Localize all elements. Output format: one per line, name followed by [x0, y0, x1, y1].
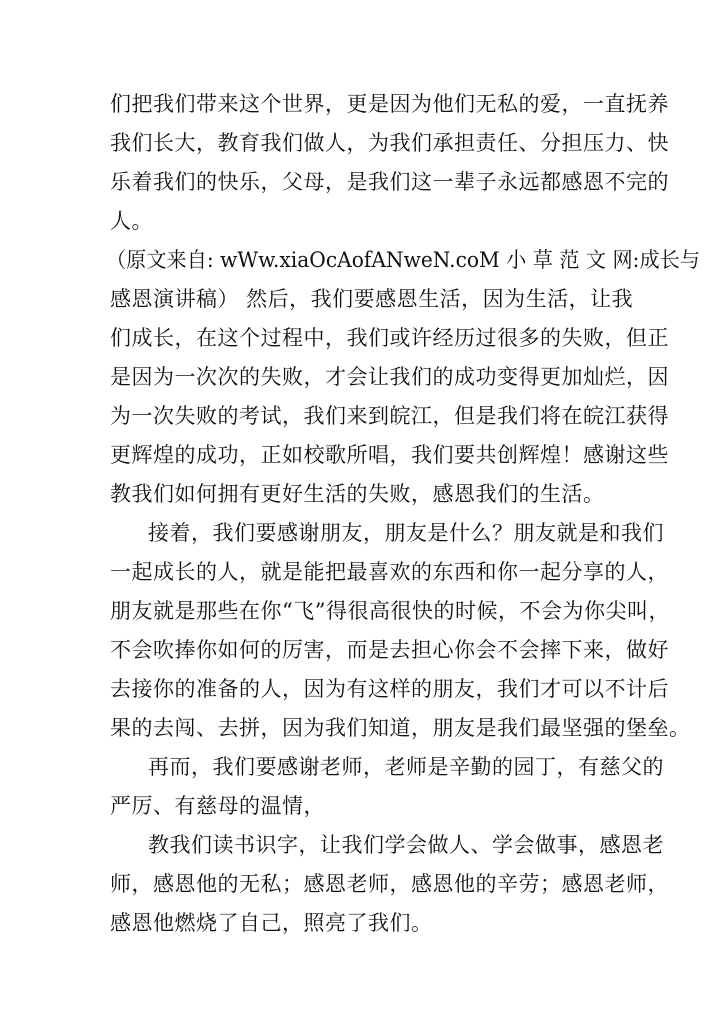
text-line: 严厉、有慈母的温情， — [110, 794, 325, 818]
text-line: 们把我们带来这个世界，更是因为他们无私的爱，一直抚养 — [110, 92, 669, 116]
text-line: 人。 — [110, 209, 153, 233]
text-line: 教我们如何拥有更好生活的失败，感恩我们的生活。 — [110, 482, 605, 506]
text-line: 朋友就是那些在你“飞”得很高很快的时候，不会为你尖叫， — [110, 599, 670, 623]
text-line: 感恩演讲稿） 然后，我们要感恩生活，因为生活，让我 — [110, 287, 634, 311]
text-line: 感恩他燃烧了自己，照亮了我们。 — [110, 911, 433, 935]
text-line: 为一次失败的考试，我们来到皖江，但是我们将在皖江获得 — [110, 404, 669, 428]
text-line: 去接你的准备的人，因为有这样的朋友，我们才可以不计后 — [110, 677, 669, 701]
text-line: 师，感恩他的无私；感恩老师，感恩他的辛劳；感恩老师， — [110, 872, 669, 896]
source-note-line: （原文来自: wWw.xiaOcAofANweN.coM 小 草 范 文 网:成长与 — [106, 248, 701, 272]
text-line: 乐着我们的快乐，父母，是我们这一辈子永远都感恩不完的 — [110, 170, 669, 194]
paragraph-first-line: 教我们读书识字，让我们学会做人、学会做事，感恩老 — [148, 833, 664, 857]
paragraph-first-line: 再而，我们要感谢老师，老师是辛勤的园丁，有慈父的 — [148, 755, 664, 779]
text-line: 一起成长的人，就是能把最喜欢的东西和你一起分享的人， — [110, 560, 669, 584]
text-line: 不会吹捧你如何的厉害，而是去担心你会不会摔下来，做好 — [110, 638, 669, 662]
text-line: 果的去闯、去拼，因为我们知道，朋友是我们最坚强的堡垒。 — [110, 716, 691, 740]
text-line: 我们长大，教育我们做人，为我们承担责任、分担压力、快 — [110, 131, 669, 155]
text-line: 是因为一次次的失败，才会让我们的成功变得更加灿烂，因 — [110, 365, 669, 389]
text-line: 们成长，在这个过程中，我们或许经历过很多的失败，但正 — [110, 326, 669, 350]
text-line: 更辉煌的成功，正如校歌所唱，我们要共创辉煌！感谢这些 — [110, 443, 669, 467]
paragraph-first-line: 接着，我们要感谢朋友，朋友是什么？朋友就是和我们 — [148, 521, 664, 545]
